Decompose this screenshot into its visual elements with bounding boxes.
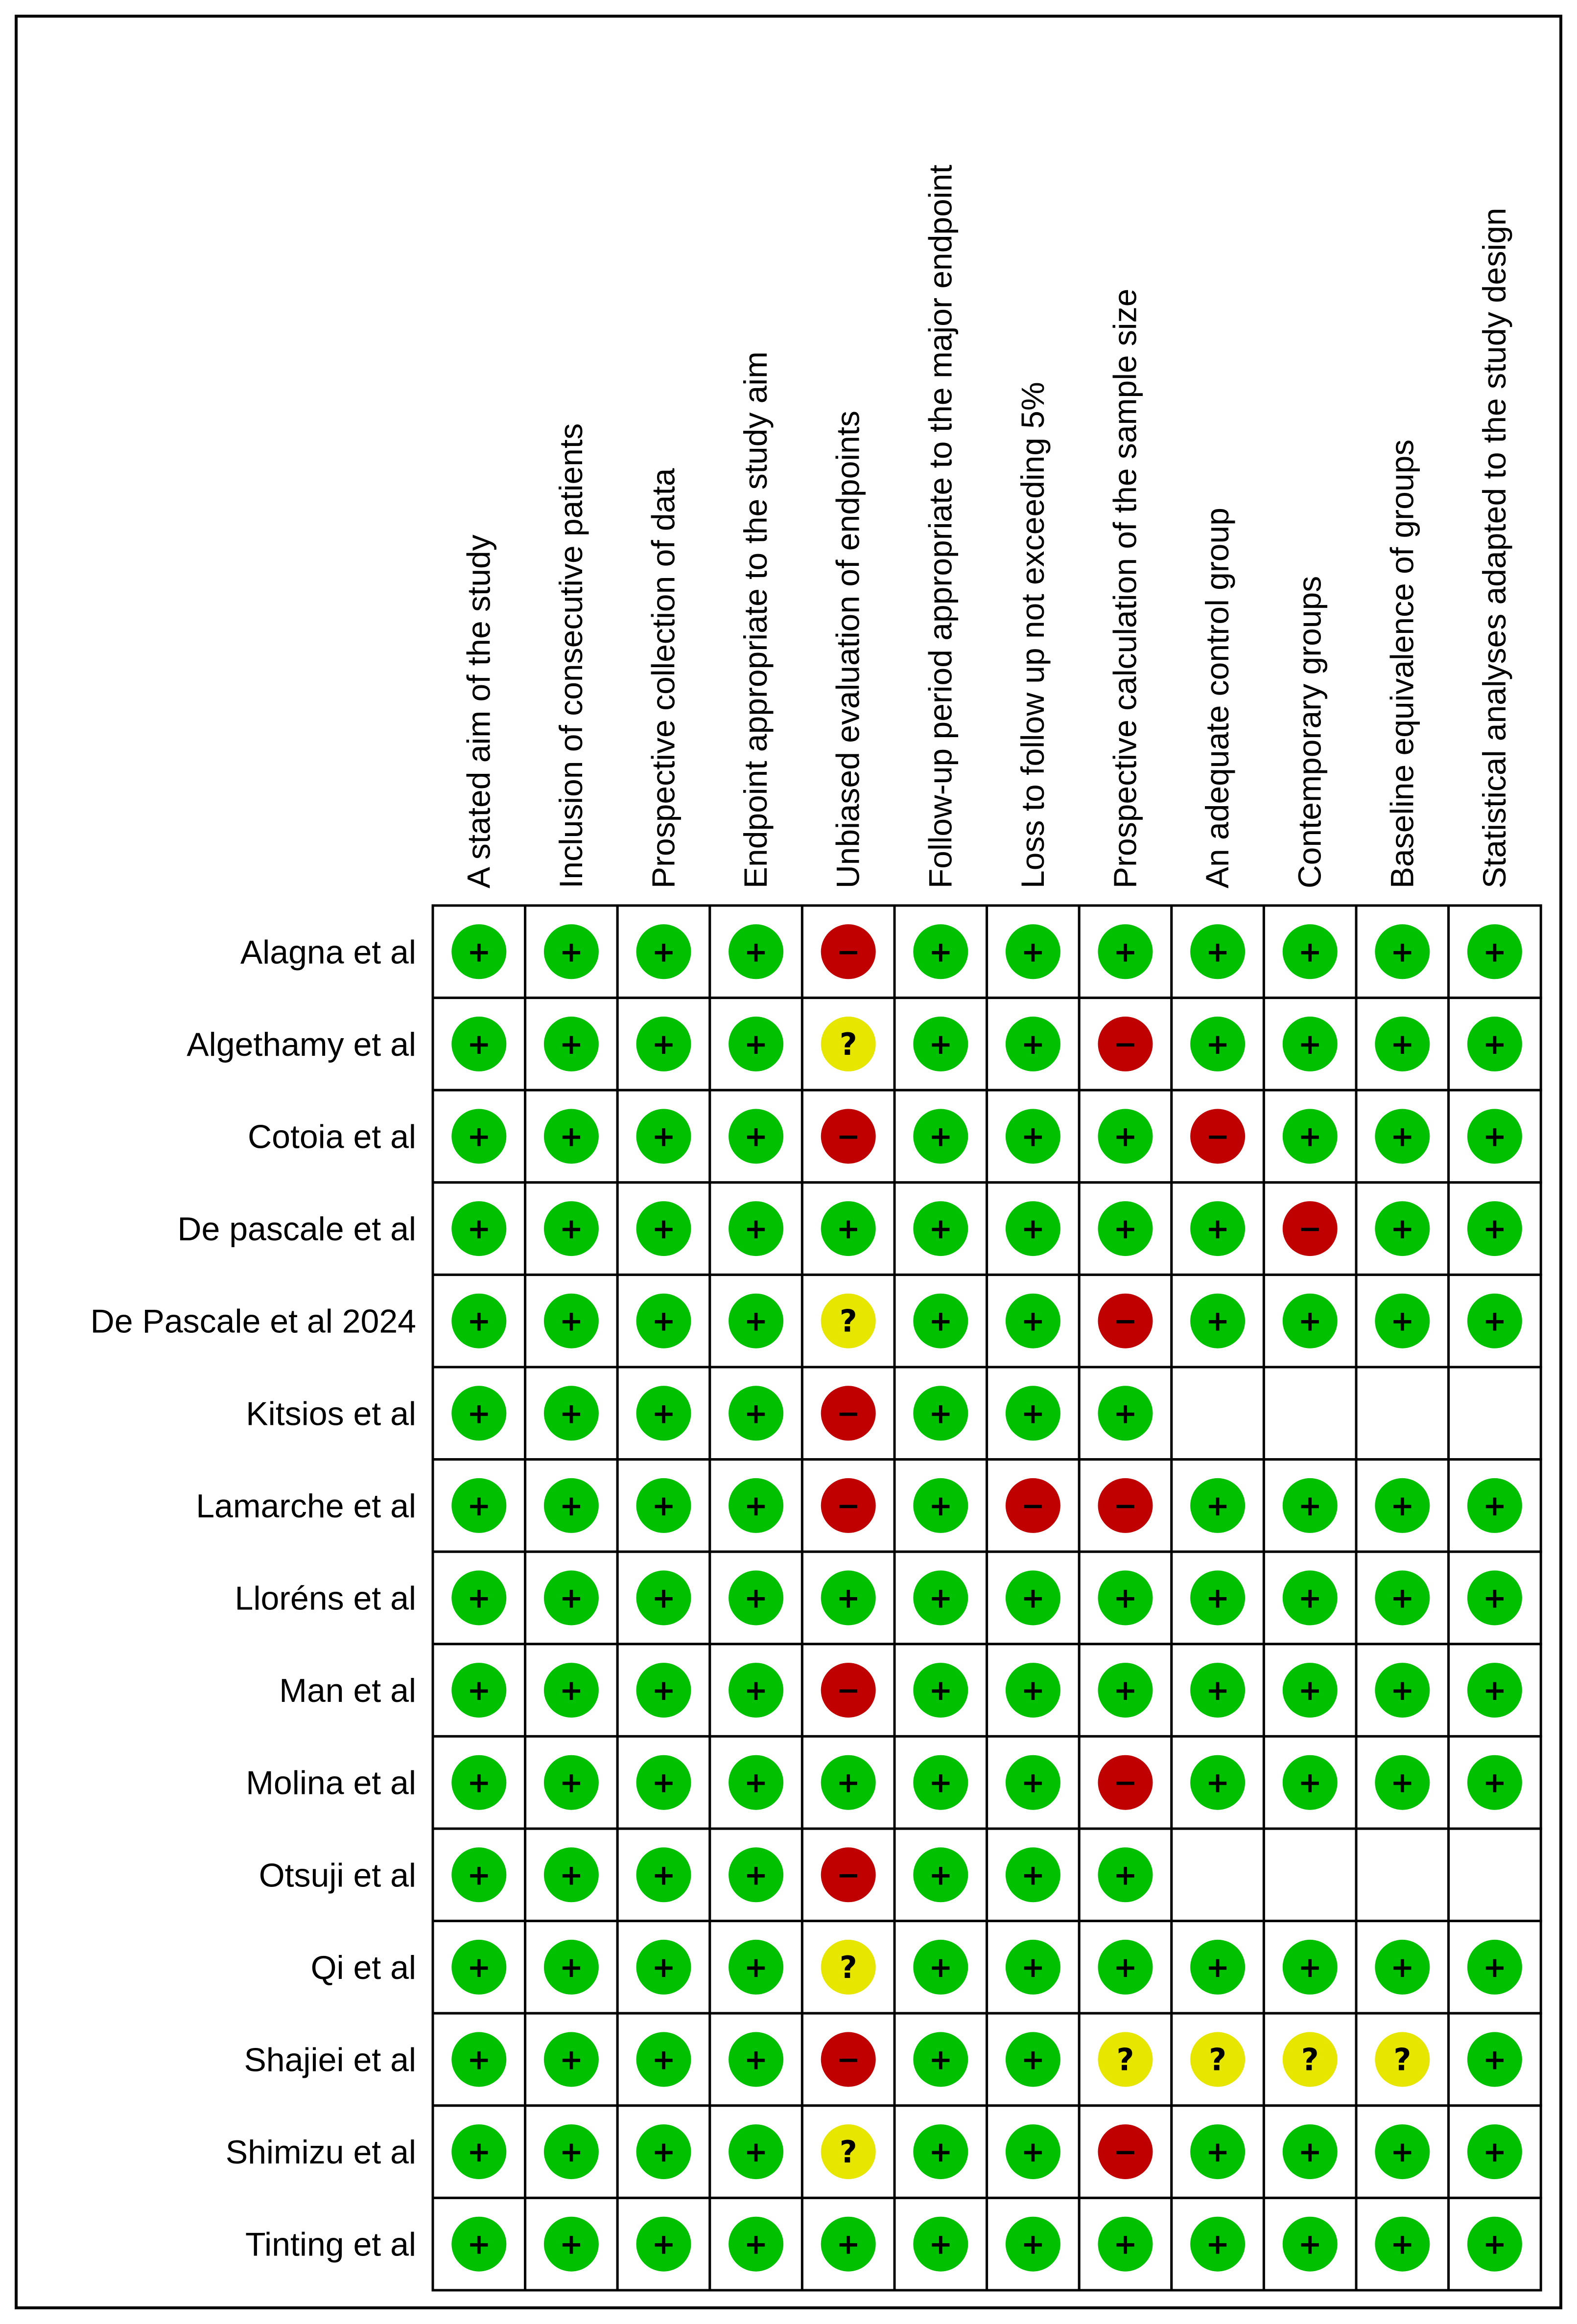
rating-glyph: + bbox=[1298, 935, 1322, 969]
rating-glyph: + bbox=[467, 1766, 491, 1799]
rating-glyph: + bbox=[744, 935, 768, 969]
rating-glyph: − bbox=[836, 1858, 861, 1892]
rating-glyph: + bbox=[1483, 1027, 1507, 1061]
rating-glyph: + bbox=[1113, 1396, 1137, 1430]
rating-glyph: + bbox=[559, 1858, 584, 1892]
rating-glyph: + bbox=[467, 1858, 491, 1892]
column-label: Follow-up period appropriate to the major endpoint bbox=[922, 164, 959, 888]
rating-glyph: + bbox=[559, 1488, 584, 1522]
column-label: Prospective collection of data bbox=[645, 468, 682, 888]
row-label: Molina et al bbox=[246, 1764, 416, 1802]
rating-glyph: + bbox=[836, 1766, 861, 1799]
rating-glyph: + bbox=[652, 1673, 676, 1707]
rating-glyph: + bbox=[1298, 1304, 1322, 1338]
rating-glyph: + bbox=[1483, 1581, 1507, 1615]
rating-glyph: ? bbox=[1209, 2042, 1227, 2078]
rating-glyph: + bbox=[928, 1488, 953, 1522]
rating-glyph: + bbox=[1021, 1581, 1045, 1615]
rating-glyph: + bbox=[928, 1396, 953, 1430]
row-label: Shajiei et al bbox=[244, 2041, 416, 2079]
rating-glyph: ? bbox=[839, 1949, 857, 1985]
rating-glyph: + bbox=[1483, 935, 1507, 969]
rating-glyph: + bbox=[559, 1304, 584, 1338]
rating-glyph: + bbox=[1021, 1304, 1045, 1338]
rating-glyph: + bbox=[1483, 1766, 1507, 1799]
rating-glyph: + bbox=[1390, 1212, 1414, 1246]
rating-glyph: + bbox=[1298, 1766, 1322, 1799]
rating-glyph: + bbox=[467, 2227, 491, 2261]
rating-glyph: + bbox=[467, 935, 491, 969]
column-label: Loss to follow up not exceeding 5% bbox=[1014, 382, 1051, 888]
rating-glyph: + bbox=[1021, 1119, 1045, 1153]
rating-glyph: + bbox=[1021, 2135, 1045, 2169]
rating-glyph: + bbox=[744, 1673, 768, 1707]
rating-glyph: + bbox=[1205, 1027, 1230, 1061]
row-label: Tinting et al bbox=[245, 2226, 416, 2263]
rating-glyph: + bbox=[652, 935, 676, 969]
rating-glyph: + bbox=[1205, 1212, 1230, 1246]
rating-glyph: + bbox=[1298, 1027, 1322, 1061]
rating-glyph: − bbox=[1113, 1304, 1137, 1338]
rating-glyph: + bbox=[467, 1212, 491, 1246]
rating-glyph: + bbox=[1113, 1212, 1137, 1246]
grid-cell bbox=[1264, 1367, 1356, 1460]
rating-glyph: + bbox=[1483, 1119, 1507, 1153]
column-label: Prospective calculation of the sample size bbox=[1106, 288, 1143, 888]
row-label: Qi et al bbox=[310, 1949, 416, 1986]
rating-glyph: + bbox=[744, 1950, 768, 1984]
rating-glyph: + bbox=[1205, 1304, 1230, 1338]
rating-glyph: ? bbox=[839, 2134, 857, 2170]
rating-glyph: + bbox=[1021, 1858, 1045, 1892]
rating-glyph: + bbox=[1021, 2227, 1045, 2261]
rating-glyph: + bbox=[836, 2227, 861, 2261]
rating-glyph: + bbox=[1205, 2135, 1230, 2169]
rating-glyph: + bbox=[928, 1673, 953, 1707]
rating-glyph: + bbox=[928, 1581, 953, 1615]
rating-glyph: + bbox=[744, 1212, 768, 1246]
rating-glyph: + bbox=[652, 1858, 676, 1892]
rating-glyph: + bbox=[1205, 1950, 1230, 1984]
rating-glyph: + bbox=[744, 1488, 768, 1522]
rating-glyph: + bbox=[744, 1396, 768, 1430]
rating-glyph: + bbox=[1390, 1766, 1414, 1799]
rating-glyph: + bbox=[1205, 1766, 1230, 1799]
rating-glyph: + bbox=[559, 1396, 584, 1430]
rating-glyph: + bbox=[1298, 1673, 1322, 1707]
rating-glyph: + bbox=[1390, 1581, 1414, 1615]
rating-glyph: + bbox=[1390, 1304, 1414, 1338]
rating-glyph: + bbox=[1390, 1950, 1414, 1984]
grid-cell bbox=[1356, 1829, 1449, 1921]
rating-glyph: + bbox=[467, 1119, 491, 1153]
rating-glyph: + bbox=[744, 1304, 768, 1338]
rating-glyph: + bbox=[928, 1950, 953, 1984]
rating-glyph: − bbox=[1113, 1488, 1137, 1522]
rating-glyph: + bbox=[1390, 2227, 1414, 2261]
rating-glyph: + bbox=[744, 2227, 768, 2261]
rating-glyph: + bbox=[652, 1766, 676, 1799]
rating-glyph: + bbox=[1113, 1950, 1137, 1984]
rating-glyph: + bbox=[559, 1766, 584, 1799]
row-headers bbox=[91, 933, 416, 2263]
rating-glyph: + bbox=[559, 2043, 584, 2076]
rating-glyph: + bbox=[1483, 2043, 1507, 2076]
row-label: De pascale et al bbox=[177, 1210, 416, 1248]
rating-glyph: + bbox=[928, 2227, 953, 2261]
rating-glyph: + bbox=[1483, 1950, 1507, 1984]
rating-glyph: + bbox=[1483, 1488, 1507, 1522]
rating-glyph: + bbox=[467, 1488, 491, 1522]
row-label: De Pascale et al 2024 bbox=[90, 1302, 416, 1340]
rating-glyph: − bbox=[836, 1396, 861, 1430]
rating-glyph: + bbox=[652, 1304, 676, 1338]
rating-glyph: + bbox=[1390, 1119, 1414, 1153]
column-label: Unbiased evaluation of endpoints bbox=[829, 410, 866, 888]
grid-cell bbox=[1172, 1367, 1264, 1460]
rating-glyph: − bbox=[836, 935, 861, 969]
rating-glyph: + bbox=[1113, 1119, 1137, 1153]
rating-glyph: + bbox=[836, 1212, 861, 1246]
grid-cell bbox=[1449, 1367, 1541, 1460]
rating-glyph: + bbox=[467, 2043, 491, 2076]
rating-grid bbox=[433, 906, 1541, 2290]
rating-glyph: − bbox=[1021, 1488, 1045, 1522]
rating-glyph: + bbox=[1298, 2227, 1322, 2261]
rating-glyph: + bbox=[1113, 1858, 1137, 1892]
rating-glyph: + bbox=[1390, 2135, 1414, 2169]
rating-glyph: + bbox=[652, 1488, 676, 1522]
rating-glyph: ? bbox=[1116, 2042, 1134, 2078]
rating-glyph: + bbox=[1205, 1581, 1230, 1615]
rating-glyph: + bbox=[652, 2043, 676, 2076]
rating-glyph: − bbox=[1113, 1766, 1137, 1799]
rating-glyph: + bbox=[744, 2043, 768, 2076]
rating-glyph: − bbox=[1298, 1212, 1322, 1246]
rating-glyph: − bbox=[1205, 1119, 1230, 1153]
rating-glyph: + bbox=[1205, 935, 1230, 969]
rating-glyph: + bbox=[1298, 1581, 1322, 1615]
rating-glyph: + bbox=[1298, 1488, 1322, 1522]
rating-glyph: + bbox=[1390, 1488, 1414, 1522]
rating-glyph: + bbox=[652, 2227, 676, 2261]
column-label: Statistical analyses adapted to the study design bbox=[1476, 208, 1512, 888]
rating-glyph: ? bbox=[839, 1026, 857, 1062]
rating-glyph: + bbox=[744, 1858, 768, 1892]
rating-glyph: − bbox=[836, 1488, 861, 1522]
grid-cell bbox=[1449, 1829, 1541, 1921]
rating-glyph: + bbox=[1021, 2043, 1045, 2076]
rating-glyph: + bbox=[652, 1581, 676, 1615]
column-label: Contemporary groups bbox=[1291, 576, 1328, 888]
rating-glyph: + bbox=[467, 2135, 491, 2169]
column-headers bbox=[460, 164, 1512, 888]
rating-glyph: + bbox=[928, 1766, 953, 1799]
rating-glyph: + bbox=[928, 1858, 953, 1892]
rating-glyph: + bbox=[1113, 2227, 1137, 2261]
rating-glyph: + bbox=[1483, 1212, 1507, 1246]
rating-glyph: + bbox=[1390, 935, 1414, 969]
row-label: Alagna et al bbox=[240, 933, 416, 971]
rating-glyph: + bbox=[1113, 935, 1137, 969]
rating-glyph: + bbox=[467, 1396, 491, 1430]
column-label: Inclusion of consecutive patients bbox=[552, 423, 589, 888]
rating-glyph: + bbox=[744, 1581, 768, 1615]
rating-glyph: + bbox=[744, 1027, 768, 1061]
rating-glyph: + bbox=[1298, 2135, 1322, 2169]
rating-glyph: + bbox=[836, 1581, 861, 1615]
rating-glyph: − bbox=[836, 1673, 861, 1707]
rating-glyph: + bbox=[467, 1027, 491, 1061]
rating-glyph: + bbox=[928, 1119, 953, 1153]
row-label: Shimizu et al bbox=[225, 2134, 416, 2171]
rating-glyph: + bbox=[559, 1581, 584, 1615]
rating-glyph: + bbox=[559, 2227, 584, 2261]
rating-glyph: + bbox=[1298, 1119, 1322, 1153]
rating-glyph: + bbox=[559, 1950, 584, 1984]
rating-glyph: + bbox=[467, 1581, 491, 1615]
rating-glyph: + bbox=[1390, 1673, 1414, 1707]
rating-glyph: + bbox=[1021, 1766, 1045, 1799]
rating-glyph: + bbox=[1298, 1950, 1322, 1984]
rating-glyph: + bbox=[1021, 1027, 1045, 1061]
rating-glyph: + bbox=[1483, 1304, 1507, 1338]
row-label: Lamarche et al bbox=[196, 1487, 416, 1525]
rating-glyph: + bbox=[928, 1212, 953, 1246]
rating-glyph: − bbox=[836, 1119, 861, 1153]
column-label: Baseline equivalence of groups bbox=[1384, 439, 1420, 888]
rating-glyph: + bbox=[652, 1027, 676, 1061]
rating-glyph: − bbox=[836, 2043, 861, 2076]
rating-glyph: + bbox=[652, 1396, 676, 1430]
rating-glyph: + bbox=[467, 1304, 491, 1338]
rating-glyph: + bbox=[744, 2135, 768, 2169]
rating-glyph: + bbox=[1205, 1673, 1230, 1707]
rating-glyph: + bbox=[928, 1304, 953, 1338]
rating-glyph: + bbox=[744, 1119, 768, 1153]
rating-glyph: ? bbox=[839, 1303, 857, 1339]
rating-glyph: + bbox=[652, 2135, 676, 2169]
rating-glyph: + bbox=[1390, 1027, 1414, 1061]
grid-cell bbox=[1264, 1829, 1356, 1921]
rating-glyph: + bbox=[559, 1212, 584, 1246]
rating-glyph: + bbox=[1113, 1581, 1137, 1615]
row-label: Lloréns et al bbox=[235, 1580, 416, 1617]
rating-glyph: + bbox=[467, 1673, 491, 1707]
rating-glyph: + bbox=[1021, 1950, 1045, 1984]
rating-glyph: + bbox=[928, 2043, 953, 2076]
rating-glyph: − bbox=[1113, 1027, 1137, 1061]
rating-glyph: + bbox=[559, 2135, 584, 2169]
rating-glyph: − bbox=[1113, 2135, 1137, 2169]
rating-glyph: + bbox=[652, 1119, 676, 1153]
row-label: Otsuji et al bbox=[259, 1857, 416, 1894]
rating-glyph: + bbox=[928, 935, 953, 969]
column-label: An adequate control group bbox=[1199, 508, 1236, 888]
column-label: Endpoint appropriate to the study aim bbox=[737, 351, 774, 888]
rating-glyph: + bbox=[1205, 1488, 1230, 1522]
rating-glyph: + bbox=[1021, 935, 1045, 969]
rating-glyph: + bbox=[928, 1027, 953, 1061]
rating-glyph: + bbox=[1483, 2227, 1507, 2261]
rating-glyph: + bbox=[559, 935, 584, 969]
rating-glyph: + bbox=[1113, 1673, 1137, 1707]
rating-glyph: ? bbox=[1393, 2042, 1412, 2078]
column-label: A stated aim of the study bbox=[460, 535, 497, 888]
rating-glyph: + bbox=[1021, 1673, 1045, 1707]
rating-glyph: + bbox=[467, 1950, 491, 1984]
row-label: Kitsios et al bbox=[246, 1395, 416, 1433]
rating-glyph: + bbox=[1021, 1212, 1045, 1246]
row-label: Algethamy et al bbox=[187, 1025, 416, 1063]
rating-glyph: + bbox=[1483, 2135, 1507, 2169]
rating-glyph: + bbox=[1483, 1673, 1507, 1707]
rating-glyph: + bbox=[1205, 2227, 1230, 2261]
rating-glyph: + bbox=[1021, 1396, 1045, 1430]
rating-glyph: ? bbox=[1301, 2042, 1319, 2078]
grid-cell bbox=[1356, 1367, 1449, 1460]
rating-glyph: + bbox=[652, 1950, 676, 1984]
grid-cell bbox=[1172, 1829, 1264, 1921]
rating-glyph: + bbox=[559, 1027, 584, 1061]
rating-glyph: + bbox=[928, 2135, 953, 2169]
rating-glyph: + bbox=[744, 1766, 768, 1799]
rating-glyph: + bbox=[652, 1212, 676, 1246]
row-label: Cotoia et al bbox=[248, 1118, 416, 1156]
rating-glyph: + bbox=[559, 1673, 584, 1707]
rating-glyph: + bbox=[559, 1119, 584, 1153]
row-label: Man et al bbox=[279, 1672, 416, 1710]
